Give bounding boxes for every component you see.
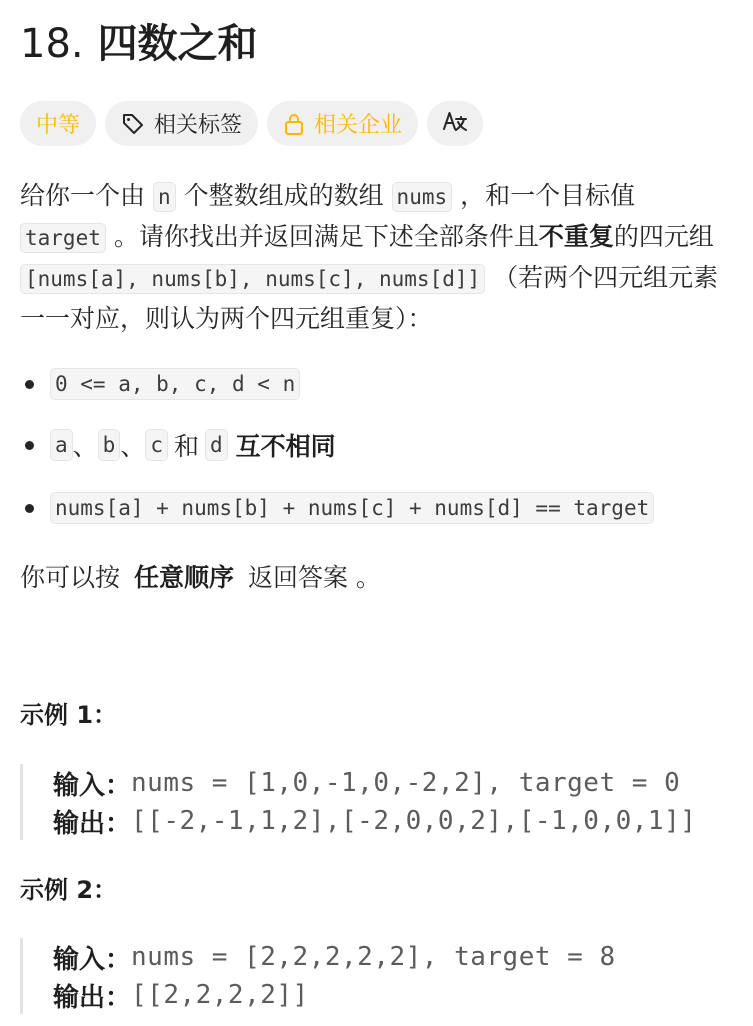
lock-icon [283,112,305,136]
condition-sum-code: nums[a] + nums[b] + nums[c] + nums[d] == target [50,492,654,524]
desc-text: 给你一个由 [20,181,146,210]
desc-text: ，和一个目标值 [460,181,636,210]
difficulty-label: 中等 [36,113,81,138]
code-c: c [145,429,168,461]
bullet-dot [25,441,34,450]
desc-text: 的四元组 [613,222,714,251]
condition-range-code: 0 <= a, b, c, d < n [50,368,300,400]
output-value: [[-2,-1,1,2],[-2,0,0,2],[-1,0,0,1]] [131,806,697,836]
example-1-input [53,764,720,802]
related-companies-button[interactable] [267,101,418,146]
related-companies-label: 相关企业 [314,113,403,138]
output-label: 输出： [53,982,132,1013]
related-tags-label: 相关标签 [154,113,243,138]
code-target: target [20,223,106,253]
example-2-input [53,938,720,976]
related-tags-button[interactable] [105,101,258,146]
desc-text: 。请你找出并返回满足下述全部条件且 [113,222,539,251]
desc-bold-unique: 不重复 [538,222,614,251]
desc-text: （若两个四元组元素一一对应，则认为两个四元组重复）： [20,263,719,333]
problem-title: 四数之和 [97,21,258,67]
page-title [20,16,258,72]
list-item [20,488,654,528]
example-2-output [53,976,720,1014]
input-value: nums = [2,2,2,2,2], target = 8 [131,942,616,972]
example-1-output [53,802,720,840]
input-value: nums = [1,0,-1,0,-2,2], target = 0 [131,768,681,798]
example-2-title: 示例 2： [20,876,118,904]
code-a: a [50,429,73,461]
input-label: 输入： [53,944,132,975]
separator: 、 [72,432,98,461]
code-d: d [205,429,228,461]
bullet-dot [25,504,34,513]
list-item [20,425,336,465]
list-item [20,364,300,404]
condition-text: 和 [174,432,200,461]
output-value: [[2,2,2,2]] [131,980,309,1010]
translate-icon [442,108,468,140]
tag-icon [121,112,145,136]
code-b: b [98,429,121,461]
example-1-block [20,764,720,840]
example-1-title: 示例 1： [20,701,118,729]
problem-number: 18. [20,21,84,67]
separator: 、 [120,432,146,461]
order-bold: 任意顺序 [133,563,234,592]
desc-text: 个整数组成的数组 [183,181,384,210]
order-text: 你可以按 [20,563,121,592]
translate-button[interactable] [427,101,483,146]
code-quadruplet: [nums[a], nums[b], nums[c], nums[d]] [20,264,485,294]
output-label: 输出： [53,808,132,839]
code-nums: nums [392,182,453,212]
difficulty-badge[interactable] [20,101,96,146]
example-2-block [20,938,720,1014]
order-note [20,558,381,598]
code-n: n [153,182,176,212]
input-label: 输入： [53,770,132,801]
condition-bold-distinct: 互不相同 [235,432,336,461]
problem-description [20,176,730,339]
bullet-dot [25,380,34,389]
order-text: 返回答案 。 [247,563,381,592]
tag-bar [20,101,483,146]
